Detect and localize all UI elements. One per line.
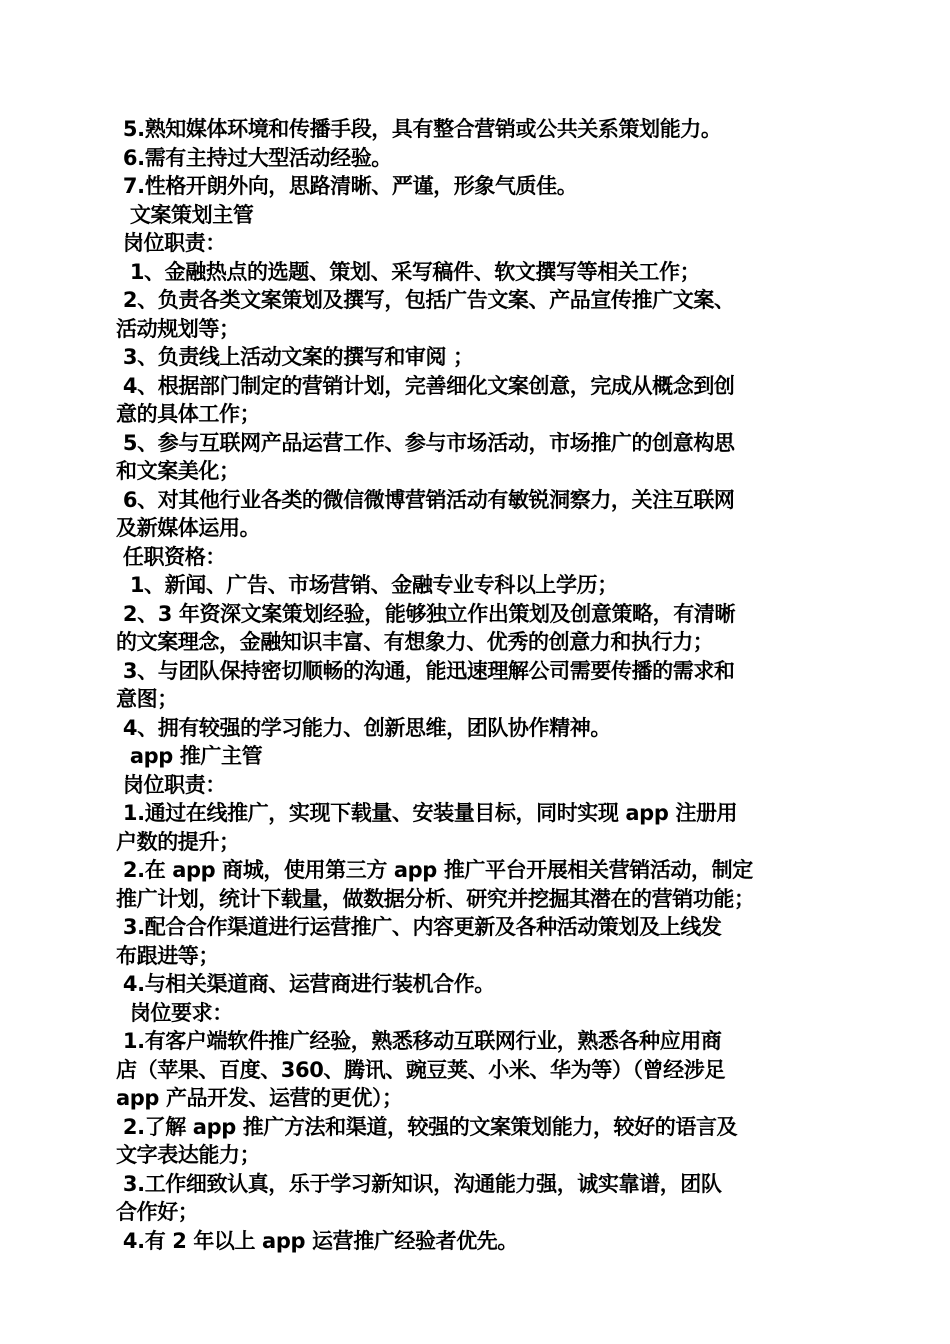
text-line: 的文案理念，金融知识丰富、有想象力、优秀的创意力和执行力； [116,630,714,654]
text-line: app 产品开发、运营的更优）； [116,1086,403,1110]
text-line: 意图； [116,687,178,711]
text-line: 3、与团队保持密切顺畅的沟通，能迅速理解公司需要传播的需求和 [116,658,735,683]
text-line: 1.通过在线推广，实现下载量、安装量目标，同时实现 app 注册用 [116,801,738,825]
subsection-heading: 岗位职责： [116,231,226,255]
text-line: 和文案美化； [116,459,240,483]
text-line: 2、负责各类文案策划及撰写，包括广告文案、产品宣传推广文案、 [116,288,735,312]
text-line: 1、新闻、广告、市场营销、金融专业专科以上学历； [116,573,618,597]
text-line: 5、参与互联网产品运营工作、参与市场活动，市场推广的创意构思 [116,430,735,455]
text-line: 5.熟知媒体环境和传播手段，具有整合营销或公共关系策划能力。 [116,117,722,141]
text-line: 4、根据部门制定的营销计划，完善细化文案创意，完成从概念到创 [116,373,735,398]
text-line: 及新媒体运用。 [116,516,261,540]
text-line: 2.在 app 商城，使用第三方 app 推广平台开展相关营销活动，制定 [116,858,753,882]
text-line: 6.需有主持过大型活动经验。 [116,145,392,170]
text-line: 4、拥有较强的学习能力、创新思维，团队协作精神。 [116,715,611,740]
text-line: 3.配合合作渠道进行运营推广、内容更新及各种活动策划及上线发 [116,915,722,939]
subsection-heading: 岗位要求： [116,1000,233,1025]
text-line: 4.有 2 年以上 app 运营推广经验者优先。 [116,1228,518,1253]
text-line: 3.工作细致认真，乐于学习新知识，沟通能力强，诚实靠谱，团队 [116,1171,722,1196]
text-line: 3、负责线上活动文案的撰写和审阅 ； [116,345,474,369]
text-line: 6、对其他行业各类的微信微博营销活动有敏锐洞察力，关注互联网 [116,487,735,512]
section-heading: 文案策划主管 [116,202,254,227]
text-line: 4.与相关渠道商、运营商进行装机合作。 [116,972,495,996]
text-line: 户数的提升； [116,829,240,854]
text-line: 店（苹果、百度、360、腾讯、豌豆荚、小米、华为等）（曾经涉足 [116,1057,725,1082]
subsection-heading: 岗位职责： [116,772,226,797]
text-line: 文字表达能力； [116,1143,261,1167]
text-line: 7.性格开朗外向，思路清晰、严谨，形象气质佳。 [116,174,578,198]
text-line: 布跟进等； [116,943,219,968]
text-line: 合作好； [116,1200,199,1224]
section-heading: app 推广主管 [116,744,263,768]
text-line: 活动规划等； [116,316,240,341]
text-line: 推广计划，统计下载量，做数据分析、研究并挖掘其潜在的营销功能； [116,886,755,911]
text-line: 1、金融热点的选题、策划、采写稿件、软文撰写等相关工作； [116,259,701,284]
text-line: 2、3 年资深文案策划经验，能够独立作出策划及创意策略，有清晰 [116,601,736,626]
document-body [116,115,846,1255]
subsection-heading: 任职资格： [116,544,226,569]
text-line: 意的具体工作； [116,402,261,426]
text-line: 2.了解 app 推广方法和渠道，较强的文案策划能力，较好的语言及 [116,1114,738,1139]
text-line: 1.有客户端软件推广经验，熟悉移动互联网行业，熟悉各种应用商 [116,1029,722,1053]
